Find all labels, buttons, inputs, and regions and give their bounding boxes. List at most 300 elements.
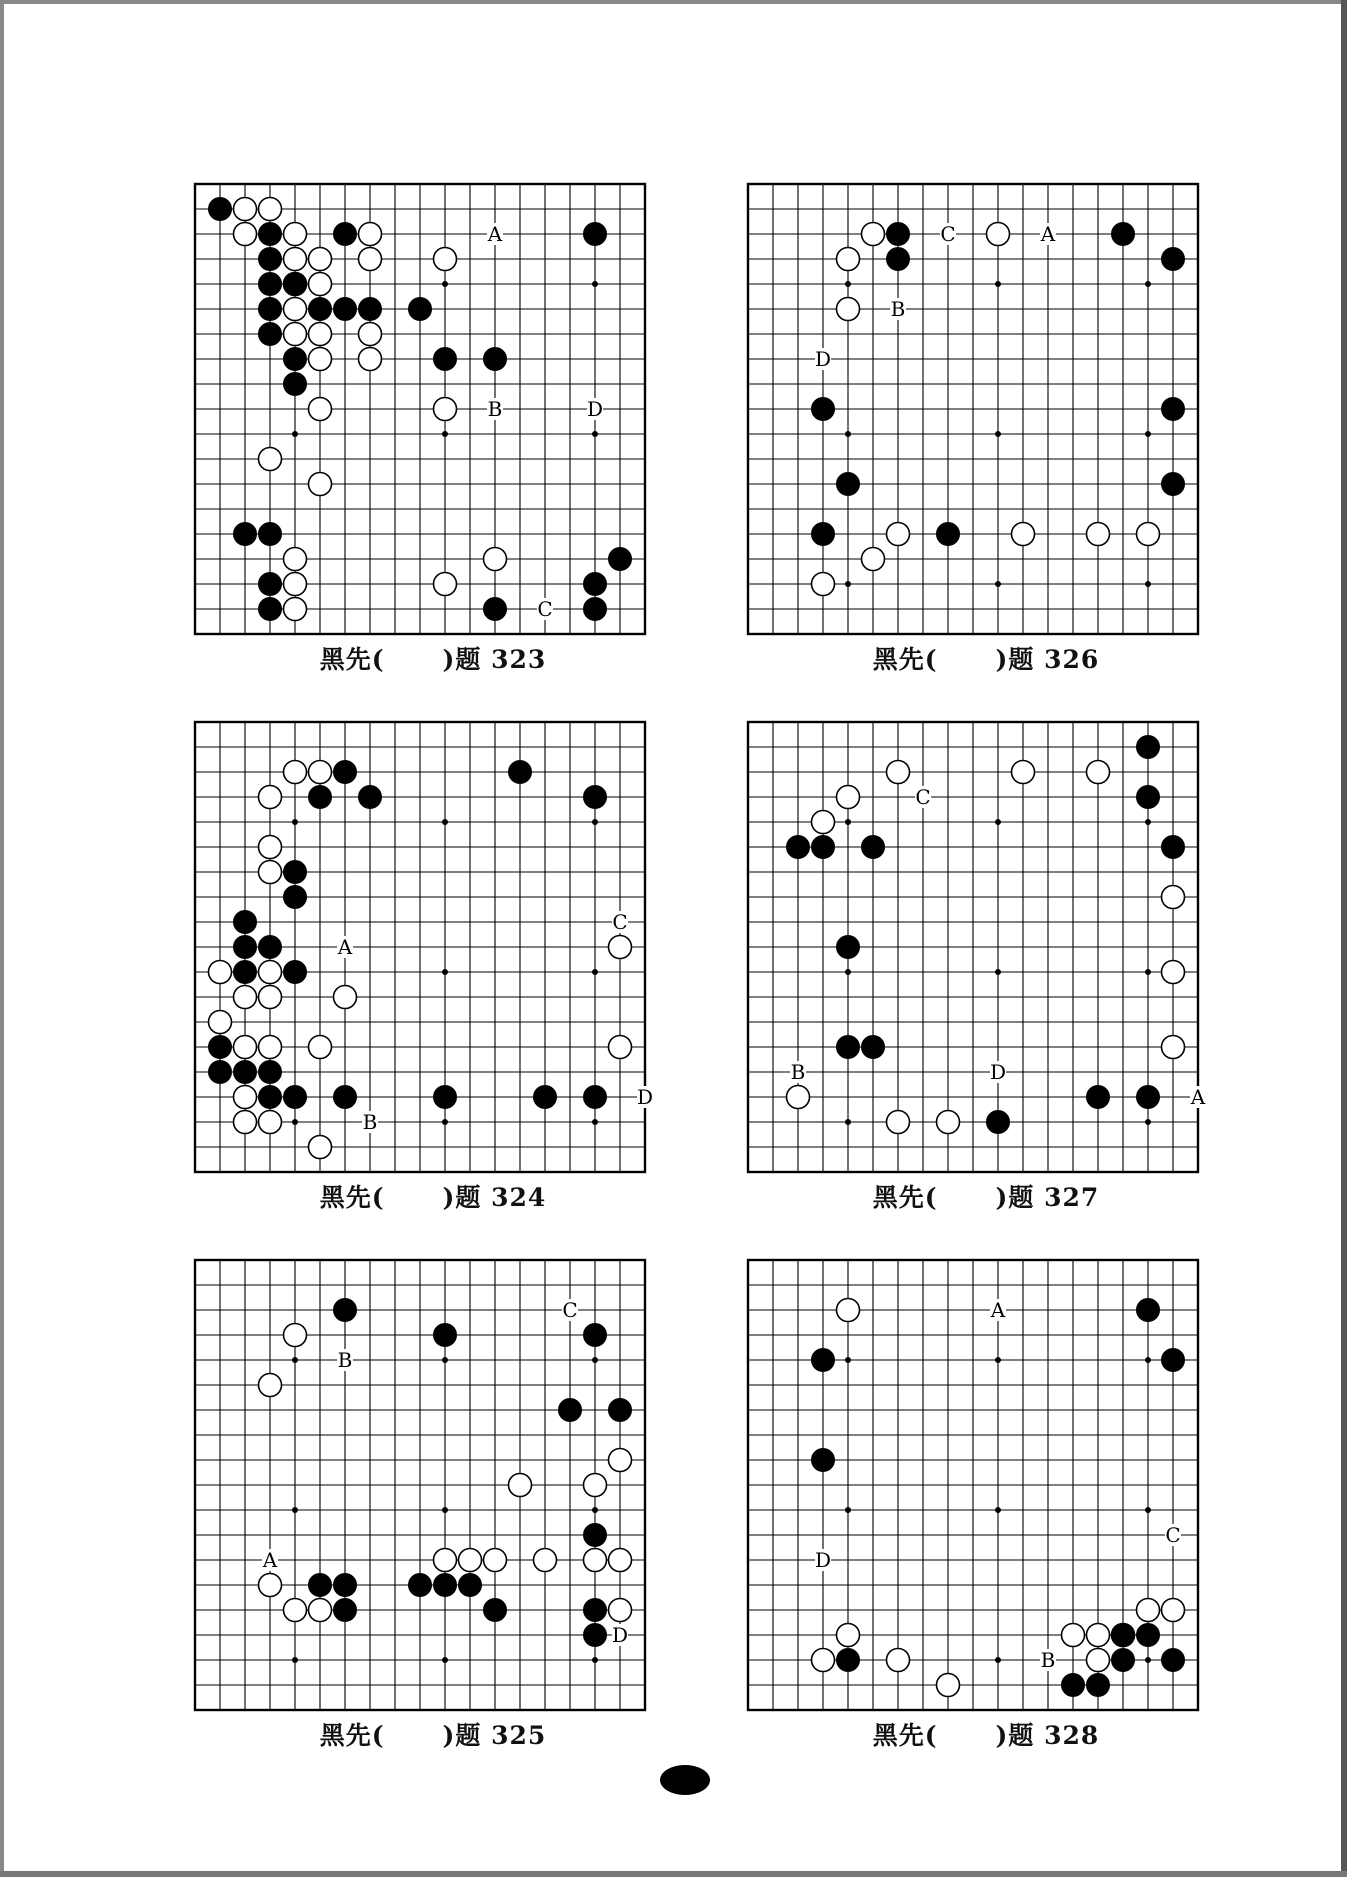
white-stone[interactable] bbox=[259, 861, 282, 884]
black-stone[interactable] bbox=[812, 836, 835, 859]
black-stone[interactable] bbox=[334, 1599, 357, 1622]
black-stone[interactable] bbox=[234, 1061, 257, 1084]
black-stone[interactable] bbox=[259, 1086, 282, 1109]
white-stone[interactable] bbox=[284, 248, 307, 271]
black-stone[interactable] bbox=[509, 761, 532, 784]
star-point bbox=[1145, 1657, 1151, 1663]
problem-caption bbox=[736, 1178, 1236, 1214]
svg-text:A: A bbox=[990, 1298, 1006, 1322]
white-stone[interactable] bbox=[259, 786, 282, 809]
black-stone[interactable] bbox=[259, 223, 282, 246]
black-stone[interactable] bbox=[837, 936, 860, 959]
black-stone[interactable] bbox=[1112, 223, 1135, 246]
bottom-edge bbox=[0, 1871, 1347, 1877]
svg-text:C: C bbox=[940, 222, 956, 246]
star-point bbox=[442, 969, 448, 975]
white-stone[interactable] bbox=[284, 1324, 307, 1347]
svg-text:D: D bbox=[989, 1060, 1007, 1084]
white-stone[interactable] bbox=[359, 223, 382, 246]
white-stone[interactable] bbox=[259, 1036, 282, 1059]
svg-text:B: B bbox=[1040, 1648, 1056, 1672]
star-point bbox=[845, 281, 851, 287]
white-stone[interactable] bbox=[234, 1111, 257, 1134]
point-label bbox=[915, 785, 931, 809]
white-stone[interactable] bbox=[259, 448, 282, 471]
go-board[interactable] bbox=[183, 1248, 683, 1718]
point-label bbox=[990, 1298, 1006, 1322]
caption-suffix: )题 bbox=[995, 1721, 1035, 1750]
point-label bbox=[990, 1060, 1006, 1084]
black-stone[interactable] bbox=[234, 936, 257, 959]
white-stone[interactable] bbox=[284, 573, 307, 596]
white-stone[interactable] bbox=[434, 398, 457, 421]
problem-caption bbox=[183, 640, 683, 676]
svg-text:D: D bbox=[814, 347, 832, 371]
white-stone[interactable] bbox=[309, 248, 332, 271]
white-stone[interactable] bbox=[309, 323, 332, 346]
page-number-mark bbox=[660, 1765, 710, 1795]
white-stone[interactable] bbox=[234, 1086, 257, 1109]
black-stone[interactable] bbox=[584, 598, 607, 621]
black-stone[interactable] bbox=[284, 886, 307, 909]
black-stone[interactable] bbox=[609, 1399, 632, 1422]
point-label bbox=[790, 1060, 806, 1084]
white-stone[interactable] bbox=[259, 961, 282, 984]
black-stone[interactable] bbox=[284, 373, 307, 396]
point-label bbox=[612, 1623, 628, 1647]
white-stone[interactable] bbox=[1012, 761, 1035, 784]
white-stone[interactable] bbox=[259, 198, 282, 221]
white-stone[interactable] bbox=[837, 1624, 860, 1647]
black-stone[interactable] bbox=[209, 198, 232, 221]
white-stone[interactable] bbox=[259, 1374, 282, 1397]
white-stone[interactable] bbox=[837, 248, 860, 271]
problem-panel-326 bbox=[736, 172, 1236, 702]
black-stone[interactable] bbox=[284, 961, 307, 984]
star-point bbox=[1145, 431, 1151, 437]
white-stone[interactable] bbox=[1162, 961, 1185, 984]
problem-number: 328 bbox=[1044, 1721, 1100, 1750]
star-point bbox=[1145, 969, 1151, 975]
point-label bbox=[940, 222, 956, 246]
black-stone[interactable] bbox=[259, 323, 282, 346]
black-stone[interactable] bbox=[334, 1299, 357, 1322]
black-stone[interactable] bbox=[459, 1574, 482, 1597]
white-stone[interactable] bbox=[609, 1449, 632, 1472]
black-stone[interactable] bbox=[284, 348, 307, 371]
star-point bbox=[592, 1119, 598, 1125]
star-point bbox=[292, 819, 298, 825]
star-point bbox=[292, 1119, 298, 1125]
black-stone[interactable] bbox=[234, 523, 257, 546]
white-stone[interactable] bbox=[334, 986, 357, 1009]
black-stone[interactable] bbox=[484, 1599, 507, 1622]
black-stone[interactable] bbox=[284, 861, 307, 884]
star-point bbox=[995, 819, 1001, 825]
black-stone[interactable] bbox=[1137, 786, 1160, 809]
point-label bbox=[1165, 1523, 1181, 1547]
star-point bbox=[1145, 281, 1151, 287]
black-stone[interactable] bbox=[1162, 473, 1185, 496]
point-label bbox=[815, 347, 831, 371]
white-stone[interactable] bbox=[459, 1549, 482, 1572]
white-stone[interactable] bbox=[1162, 1036, 1185, 1059]
problem-panel-325 bbox=[183, 1248, 683, 1778]
white-stone[interactable] bbox=[584, 1474, 607, 1497]
white-stone[interactable] bbox=[1137, 523, 1160, 546]
point-label bbox=[487, 397, 503, 421]
black-stone[interactable] bbox=[1162, 1649, 1185, 1672]
star-point bbox=[442, 1357, 448, 1363]
point-label bbox=[362, 1110, 378, 1134]
black-stone[interactable] bbox=[259, 273, 282, 296]
white-stone[interactable] bbox=[862, 548, 885, 571]
white-stone[interactable] bbox=[1162, 1599, 1185, 1622]
white-stone[interactable] bbox=[887, 1649, 910, 1672]
white-stone[interactable] bbox=[284, 1599, 307, 1622]
problem-number: 323 bbox=[491, 645, 547, 674]
black-stone[interactable] bbox=[559, 1399, 582, 1422]
black-stone[interactable] bbox=[284, 1086, 307, 1109]
problem-caption bbox=[183, 1716, 683, 1752]
black-stone[interactable] bbox=[812, 523, 835, 546]
star-point bbox=[592, 281, 598, 287]
white-stone[interactable] bbox=[259, 836, 282, 859]
black-stone[interactable] bbox=[484, 348, 507, 371]
white-stone[interactable] bbox=[1062, 1624, 1085, 1647]
point-label bbox=[1040, 1648, 1056, 1672]
white-stone[interactable] bbox=[309, 1599, 332, 1622]
white-stone[interactable] bbox=[484, 1549, 507, 1572]
white-stone[interactable] bbox=[609, 1036, 632, 1059]
white-stone[interactable] bbox=[259, 1111, 282, 1134]
black-stone[interactable] bbox=[1162, 836, 1185, 859]
problem-number: 324 bbox=[491, 1183, 547, 1212]
black-stone[interactable] bbox=[259, 298, 282, 321]
white-stone[interactable] bbox=[309, 348, 332, 371]
star-point bbox=[442, 819, 448, 825]
white-stone[interactable] bbox=[209, 1011, 232, 1034]
star-point bbox=[1145, 1357, 1151, 1363]
caption-prefix: 黑先( bbox=[872, 1721, 938, 1750]
white-stone[interactable] bbox=[484, 548, 507, 571]
black-stone[interactable] bbox=[837, 473, 860, 496]
black-stone[interactable] bbox=[787, 836, 810, 859]
problem-number: 326 bbox=[1044, 645, 1100, 674]
caption-suffix: )题 bbox=[442, 1183, 482, 1212]
white-stone[interactable] bbox=[584, 1549, 607, 1572]
problem-panel-328 bbox=[736, 1248, 1236, 1778]
white-stone[interactable] bbox=[434, 1549, 457, 1572]
white-stone[interactable] bbox=[812, 573, 835, 596]
white-stone[interactable] bbox=[609, 936, 632, 959]
white-stone[interactable] bbox=[284, 323, 307, 346]
black-stone[interactable] bbox=[1087, 1674, 1110, 1697]
white-stone[interactable] bbox=[259, 986, 282, 1009]
black-stone[interactable] bbox=[209, 1061, 232, 1084]
white-stone[interactable] bbox=[359, 348, 382, 371]
black-stone[interactable] bbox=[1137, 736, 1160, 759]
svg-text:D: D bbox=[611, 1623, 629, 1647]
star-point bbox=[845, 1119, 851, 1125]
white-stone[interactable] bbox=[309, 398, 332, 421]
black-stone[interactable] bbox=[937, 523, 960, 546]
black-stone[interactable] bbox=[409, 298, 432, 321]
white-stone[interactable] bbox=[1087, 761, 1110, 784]
white-stone[interactable] bbox=[862, 223, 885, 246]
point-label bbox=[537, 597, 553, 621]
white-stone[interactable] bbox=[837, 786, 860, 809]
caption-suffix: )题 bbox=[442, 1721, 482, 1750]
star-point bbox=[592, 1357, 598, 1363]
black-stone[interactable] bbox=[812, 1449, 835, 1472]
black-stone[interactable] bbox=[259, 936, 282, 959]
svg-text:B: B bbox=[362, 1110, 378, 1134]
white-stone[interactable] bbox=[309, 1136, 332, 1159]
black-stone[interactable] bbox=[1162, 248, 1185, 271]
svg-text:D: D bbox=[586, 397, 604, 421]
black-stone[interactable] bbox=[1112, 1624, 1135, 1647]
black-stone[interactable] bbox=[837, 1649, 860, 1672]
black-stone[interactable] bbox=[284, 273, 307, 296]
black-stone[interactable] bbox=[837, 1036, 860, 1059]
point-label bbox=[337, 935, 353, 959]
white-stone[interactable] bbox=[234, 986, 257, 1009]
black-stone[interactable] bbox=[987, 1111, 1010, 1134]
problem-caption bbox=[183, 1178, 683, 1214]
star-point bbox=[845, 1357, 851, 1363]
caption-suffix: )题 bbox=[995, 645, 1035, 674]
star-point bbox=[995, 431, 1001, 437]
problem-caption bbox=[736, 1716, 1236, 1752]
white-stone[interactable] bbox=[284, 298, 307, 321]
white-stone[interactable] bbox=[284, 761, 307, 784]
black-stone[interactable] bbox=[862, 836, 885, 859]
white-stone[interactable] bbox=[1162, 886, 1185, 909]
right-edge bbox=[1341, 0, 1347, 1877]
point-label bbox=[890, 297, 906, 321]
problem-number: 327 bbox=[1044, 1183, 1100, 1212]
svg-text:B: B bbox=[790, 1060, 806, 1084]
white-stone[interactable] bbox=[234, 198, 257, 221]
svg-text:A: A bbox=[1040, 222, 1056, 246]
black-stone[interactable] bbox=[534, 1086, 557, 1109]
white-stone[interactable] bbox=[534, 1549, 557, 1572]
white-stone[interactable] bbox=[309, 473, 332, 496]
black-stone[interactable] bbox=[209, 1036, 232, 1059]
white-stone[interactable] bbox=[937, 1674, 960, 1697]
black-stone[interactable] bbox=[1062, 1674, 1085, 1697]
white-stone[interactable] bbox=[259, 1574, 282, 1597]
svg-text:B: B bbox=[487, 397, 503, 421]
white-stone[interactable] bbox=[509, 1474, 532, 1497]
white-stone[interactable] bbox=[359, 323, 382, 346]
caption-prefix: 黑先( bbox=[319, 645, 385, 674]
white-stone[interactable] bbox=[887, 523, 910, 546]
black-stone[interactable] bbox=[434, 1324, 457, 1347]
star-point bbox=[442, 431, 448, 437]
svg-text:A: A bbox=[487, 222, 503, 246]
star-point bbox=[995, 281, 1001, 287]
black-stone[interactable] bbox=[1087, 1086, 1110, 1109]
black-stone[interactable] bbox=[584, 223, 607, 246]
star-point bbox=[845, 819, 851, 825]
star-point bbox=[592, 819, 598, 825]
white-stone[interactable] bbox=[937, 1111, 960, 1134]
black-stone[interactable] bbox=[1137, 1624, 1160, 1647]
black-stone[interactable] bbox=[309, 1574, 332, 1597]
white-stone[interactable] bbox=[234, 223, 257, 246]
black-stone[interactable] bbox=[434, 1086, 457, 1109]
black-stone[interactable] bbox=[812, 398, 835, 421]
white-stone[interactable] bbox=[1087, 1624, 1110, 1647]
svg-text:C: C bbox=[612, 910, 628, 934]
black-stone[interactable] bbox=[1162, 398, 1185, 421]
black-stone[interactable] bbox=[359, 298, 382, 321]
black-stone[interactable] bbox=[1137, 1086, 1160, 1109]
white-stone[interactable] bbox=[837, 1299, 860, 1322]
black-stone[interactable] bbox=[334, 223, 357, 246]
white-stone[interactable] bbox=[887, 761, 910, 784]
white-stone[interactable] bbox=[837, 298, 860, 321]
star-point bbox=[845, 431, 851, 437]
black-stone[interactable] bbox=[1137, 1299, 1160, 1322]
svg-text:A: A bbox=[337, 935, 353, 959]
black-stone[interactable] bbox=[609, 548, 632, 571]
white-stone[interactable] bbox=[284, 548, 307, 571]
svg-text:C: C bbox=[562, 1298, 578, 1322]
white-stone[interactable] bbox=[209, 961, 232, 984]
white-stone[interactable] bbox=[284, 223, 307, 246]
star-point bbox=[845, 1507, 851, 1513]
black-stone[interactable] bbox=[1162, 1349, 1185, 1372]
star-point bbox=[995, 581, 1001, 587]
black-stone[interactable] bbox=[259, 1061, 282, 1084]
svg-text:B: B bbox=[890, 297, 906, 321]
white-stone[interactable] bbox=[1012, 523, 1035, 546]
black-stone[interactable] bbox=[334, 761, 357, 784]
point-label bbox=[637, 1085, 653, 1109]
white-stone[interactable] bbox=[309, 1036, 332, 1059]
problem-panel-327 bbox=[736, 710, 1236, 1240]
black-stone[interactable] bbox=[259, 573, 282, 596]
black-stone[interactable] bbox=[234, 961, 257, 984]
black-stone[interactable] bbox=[234, 911, 257, 934]
white-stone[interactable] bbox=[234, 1036, 257, 1059]
white-stone[interactable] bbox=[309, 273, 332, 296]
black-stone[interactable] bbox=[584, 573, 607, 596]
star-point bbox=[1145, 819, 1151, 825]
white-stone[interactable] bbox=[787, 1086, 810, 1109]
star-point bbox=[292, 1357, 298, 1363]
black-stone[interactable] bbox=[334, 1086, 357, 1109]
black-stone[interactable] bbox=[259, 598, 282, 621]
black-stone[interactable] bbox=[584, 1524, 607, 1547]
white-stone[interactable] bbox=[812, 1649, 835, 1672]
black-stone[interactable] bbox=[584, 1086, 607, 1109]
star-point bbox=[292, 431, 298, 437]
black-stone[interactable] bbox=[887, 248, 910, 271]
black-stone[interactable] bbox=[584, 1624, 607, 1647]
white-stone[interactable] bbox=[1137, 1599, 1160, 1622]
black-stone[interactable] bbox=[259, 523, 282, 546]
star-point bbox=[995, 1657, 1001, 1663]
left-edge bbox=[0, 0, 4, 1877]
star-point bbox=[442, 1657, 448, 1663]
black-stone[interactable] bbox=[359, 786, 382, 809]
black-stone[interactable] bbox=[309, 298, 332, 321]
svg-text:C: C bbox=[1165, 1523, 1181, 1547]
go-board[interactable] bbox=[736, 1248, 1236, 1718]
white-stone[interactable] bbox=[987, 223, 1010, 246]
black-stone[interactable] bbox=[309, 786, 332, 809]
black-stone[interactable] bbox=[812, 1349, 835, 1372]
star-point bbox=[592, 431, 598, 437]
svg-text:D: D bbox=[814, 1548, 832, 1572]
black-stone[interactable] bbox=[484, 598, 507, 621]
go-board[interactable] bbox=[183, 172, 683, 642]
white-stone[interactable] bbox=[359, 248, 382, 271]
point-label bbox=[1190, 1085, 1206, 1109]
black-stone[interactable] bbox=[887, 223, 910, 246]
white-stone[interactable] bbox=[434, 248, 457, 271]
star-point bbox=[1145, 581, 1151, 587]
go-board[interactable] bbox=[183, 710, 683, 1180]
white-stone[interactable] bbox=[609, 1549, 632, 1572]
top-edge bbox=[0, 0, 1347, 4]
black-stone[interactable] bbox=[434, 348, 457, 371]
star-point bbox=[292, 1657, 298, 1663]
svg-text:D: D bbox=[636, 1085, 654, 1109]
black-stone[interactable] bbox=[584, 1599, 607, 1622]
caption-prefix: 黑先( bbox=[872, 1183, 938, 1212]
star-point bbox=[592, 1507, 598, 1513]
point-label bbox=[612, 910, 628, 934]
white-stone[interactable] bbox=[887, 1111, 910, 1134]
black-stone[interactable] bbox=[584, 786, 607, 809]
star-point bbox=[442, 1119, 448, 1125]
svg-text:A: A bbox=[262, 1548, 278, 1572]
caption-suffix: )题 bbox=[442, 645, 482, 674]
black-stone[interactable] bbox=[409, 1574, 432, 1597]
black-stone[interactable] bbox=[1112, 1649, 1135, 1672]
point-label bbox=[337, 1348, 353, 1372]
white-stone[interactable] bbox=[434, 573, 457, 596]
white-stone[interactable] bbox=[812, 811, 835, 834]
black-stone[interactable] bbox=[259, 248, 282, 271]
white-stone[interactable] bbox=[1087, 523, 1110, 546]
caption-prefix: 黑先( bbox=[319, 1721, 385, 1750]
svg-text:B: B bbox=[337, 1348, 353, 1372]
black-stone[interactable] bbox=[434, 1574, 457, 1597]
go-board[interactable] bbox=[736, 172, 1236, 642]
white-stone[interactable] bbox=[609, 1599, 632, 1622]
star-point bbox=[442, 1507, 448, 1513]
star-point bbox=[995, 1507, 1001, 1513]
white-stone[interactable] bbox=[309, 761, 332, 784]
black-stone[interactable] bbox=[584, 1324, 607, 1347]
go-board[interactable] bbox=[736, 710, 1236, 1180]
black-stone[interactable] bbox=[334, 1574, 357, 1597]
star-point bbox=[592, 1657, 598, 1663]
black-stone[interactable] bbox=[862, 1036, 885, 1059]
caption-prefix: 黑先( bbox=[319, 1183, 385, 1212]
white-stone[interactable] bbox=[1087, 1649, 1110, 1672]
white-stone[interactable] bbox=[284, 598, 307, 621]
problem-panel-323 bbox=[183, 172, 683, 702]
point-label bbox=[587, 397, 603, 421]
black-stone[interactable] bbox=[334, 298, 357, 321]
